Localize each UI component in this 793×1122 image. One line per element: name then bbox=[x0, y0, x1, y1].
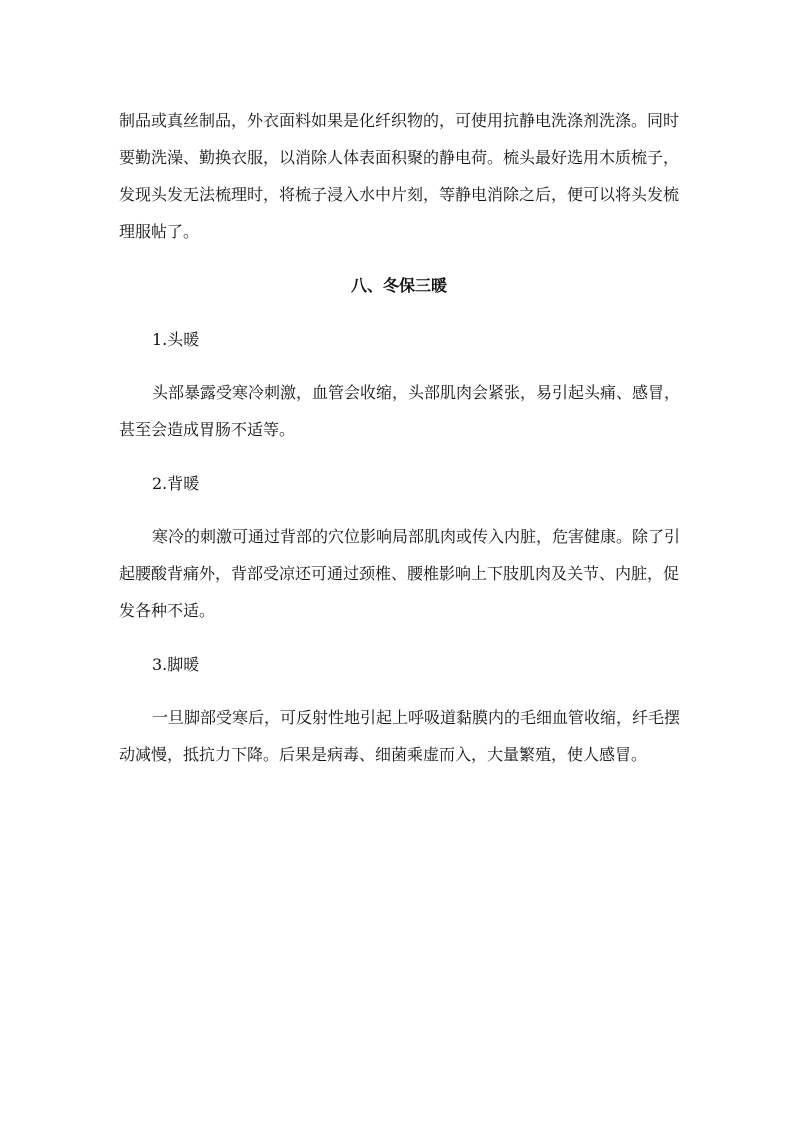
text-line: 发现头发无法梳理时，将梳子浸入水中片刻，等静电消除之后，便可以将头发梳 bbox=[119, 185, 680, 204]
text-line: 制品或真丝制品，外衣面料如果是化纤织物的，可使用抗静电洗涤剂洗涤。同时 bbox=[119, 111, 680, 130]
text-line: 头部暴露受寒冷刺激，血管会收缩，头部肌肉会紧张，易引起头痛、感冒， bbox=[152, 383, 681, 402]
text-line: 要勤洗澡、勤换衣服，以消除人体表面积聚的静电荷。梳头最好选用木质梳子， bbox=[119, 148, 680, 167]
text-line: 理服帖了。 bbox=[119, 222, 200, 241]
text-line: 动减慢，抵抗力下降。后果是病毒、细菌乘虚而入，大量繁殖，使人感冒。 bbox=[119, 745, 648, 764]
document-page bbox=[119, 102, 679, 790]
text-line: 寒冷的刺激可通过背部的穴位影响局部肌肉或传入内脏，危害健康。除了引 bbox=[152, 527, 681, 546]
paragraph-feet-warm bbox=[119, 699, 679, 773]
text-line: 甚至会造成胃肠不适等。 bbox=[119, 420, 296, 439]
subheading-head-warm: 1.头暖 bbox=[152, 330, 200, 349]
text-line: 发各种不适。 bbox=[119, 601, 216, 620]
subheading-feet-warm: 3.脚暖 bbox=[152, 655, 200, 674]
text-line: 起腰酸背痛外，背部受凉还可通过颈椎、腰椎影响上下肢肌肉及关节、内脏，促 bbox=[119, 564, 680, 583]
paragraph-static-electricity bbox=[119, 102, 679, 250]
section-heading: 八、冬保三暖 bbox=[350, 276, 447, 295]
text-line: 一旦脚部受寒后，可反射性地引起上呼吸道黏膜内的毛细血管收缩，纤毛摆 bbox=[152, 708, 681, 727]
paragraph-back-warm bbox=[119, 518, 679, 629]
paragraph-head-warm bbox=[119, 374, 679, 448]
subheading-back-warm: 2.背暖 bbox=[152, 474, 200, 493]
